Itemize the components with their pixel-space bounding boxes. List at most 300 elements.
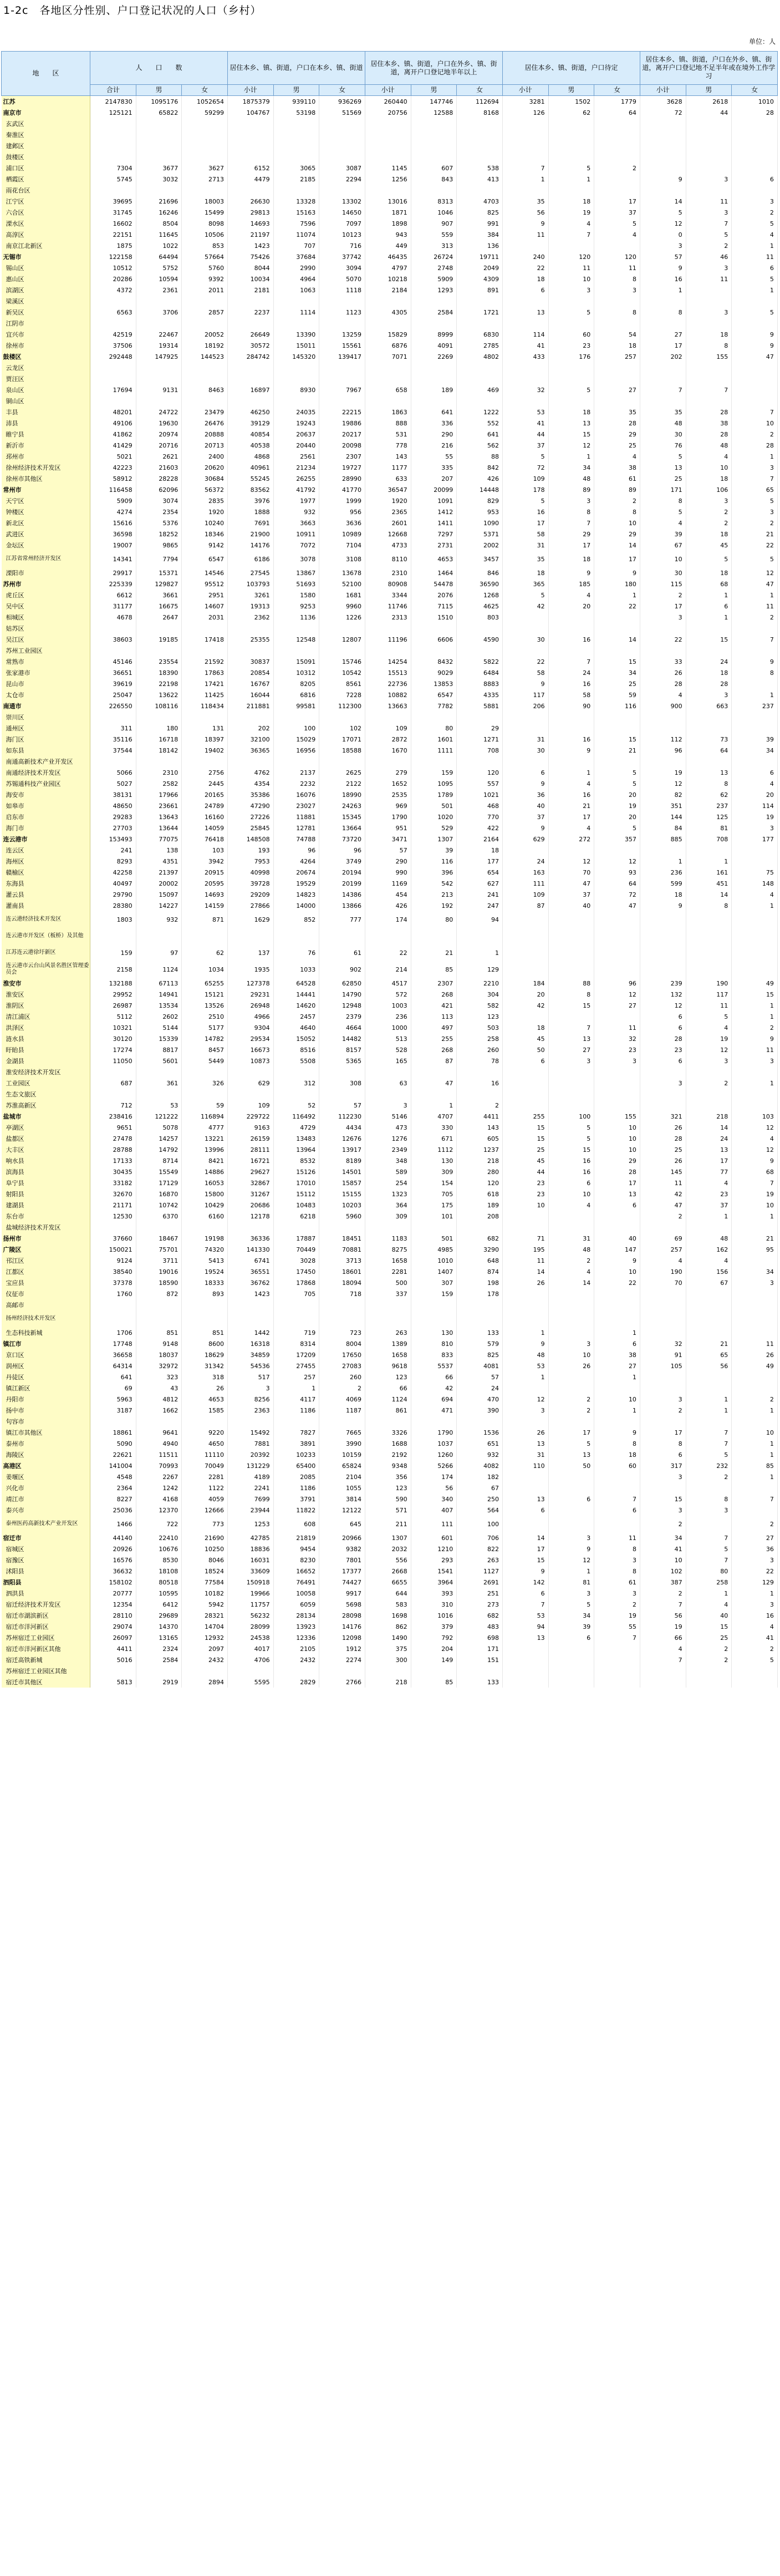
value-cell	[686, 1089, 732, 1100]
value-cell: 3791	[273, 1493, 319, 1505]
value-cell	[594, 756, 640, 767]
value-cell: 11	[732, 1338, 778, 1349]
value-cell: 45	[686, 540, 732, 551]
value-cell	[548, 1371, 594, 1383]
value-cell: 65255	[182, 978, 228, 989]
value-cell: 10203	[319, 1200, 365, 1211]
table-row	[2, 700, 778, 712]
value-cell	[90, 1066, 136, 1078]
value-cell: 2785	[457, 340, 503, 351]
value-cell: 49106	[90, 418, 136, 429]
value-cell	[182, 623, 228, 634]
value-cell: 13678	[319, 567, 365, 578]
value-cell	[319, 756, 365, 767]
table-row	[2, 1621, 778, 1632]
value-cell: 3713	[319, 1255, 365, 1266]
value-cell	[732, 1255, 778, 1266]
value-cell: 3	[548, 1055, 594, 1066]
value-cell: 5070	[319, 273, 365, 284]
value-cell: 28380	[90, 900, 136, 911]
table-row	[2, 1471, 778, 1482]
value-cell: 161	[686, 867, 732, 878]
value-cell: 12	[502, 1394, 548, 1405]
value-cell: 65822	[136, 107, 182, 118]
value-cell: 4653	[182, 1394, 228, 1405]
value-cell: 61	[594, 1577, 640, 1588]
value-cell: 19	[686, 1033, 732, 1044]
table-row	[2, 384, 778, 395]
value-cell: 7	[502, 1599, 548, 1610]
value-cell: 842	[457, 462, 503, 473]
value-cell: 309	[365, 1211, 411, 1222]
value-cell: 64	[594, 107, 640, 118]
value-cell: 154	[411, 1177, 457, 1188]
value-cell	[548, 1327, 594, 1338]
value-cell: 3627	[182, 162, 228, 174]
region-name-cell: 栖霞区	[2, 174, 90, 185]
value-cell: 1871	[365, 207, 411, 218]
value-cell: 531	[365, 429, 411, 440]
table-row	[2, 96, 778, 108]
value-cell: 9917	[319, 1588, 365, 1599]
value-cell	[640, 756, 686, 767]
value-cell: 5	[732, 307, 778, 318]
value-cell: 28	[640, 678, 686, 689]
value-cell: 31177	[90, 601, 136, 612]
value-cell: 18	[686, 473, 732, 484]
value-cell: 195	[502, 1244, 548, 1255]
value-cell: 356	[365, 1471, 411, 1482]
value-cell: 19	[732, 811, 778, 822]
value-cell: 48201	[90, 407, 136, 418]
value-cell: 18	[686, 667, 732, 678]
value-cell: 6	[502, 767, 548, 778]
value-cell: 1	[732, 590, 778, 601]
value-cell	[732, 318, 778, 329]
value-cell: 102	[640, 1566, 686, 1577]
value-cell: 2584	[411, 307, 457, 318]
value-cell: 77075	[136, 834, 182, 845]
value-cell	[686, 1310, 732, 1327]
value-cell: 8	[640, 495, 686, 506]
value-cell: 1	[732, 284, 778, 296]
value-cell: 1536	[457, 1427, 503, 1438]
value-cell: 77584	[182, 1577, 228, 1588]
value-cell: 13165	[136, 1632, 182, 1643]
value-cell: 7115	[411, 601, 457, 612]
value-cell	[594, 174, 640, 185]
value-cell: 165	[365, 1055, 411, 1066]
value-cell	[548, 1416, 594, 1427]
value-cell: 18	[594, 340, 640, 351]
value-cell	[548, 1643, 594, 1654]
value-cell: 206	[502, 700, 548, 712]
region-name-cell: 连云港市开发区（板桥）及其他	[2, 928, 90, 944]
value-cell	[90, 928, 136, 944]
value-cell: 1580	[273, 590, 319, 601]
value-cell: 1	[686, 1405, 732, 1416]
value-cell: 822	[457, 1543, 503, 1554]
value-cell: 225339	[90, 578, 136, 590]
value-cell: 2668	[365, 1566, 411, 1577]
value-cell: 12781	[273, 822, 319, 834]
value-cell: 4	[732, 229, 778, 240]
value-cell: 37660	[90, 1233, 136, 1244]
value-cell: 19	[640, 1621, 686, 1632]
value-cell	[502, 318, 548, 329]
value-cell: 2122	[319, 778, 365, 789]
value-cell	[319, 1089, 365, 1100]
value-cell: 4117	[273, 1394, 319, 1405]
value-cell: 66	[411, 1371, 457, 1383]
value-cell: 3471	[365, 834, 411, 845]
value-cell: 29283	[90, 811, 136, 822]
value-cell: 29	[594, 429, 640, 440]
value-cell: 8293	[90, 856, 136, 867]
value-cell: 3	[594, 1055, 640, 1066]
value-cell: 41429	[90, 440, 136, 451]
value-cell: 5	[502, 590, 548, 601]
value-cell: 1	[594, 590, 640, 601]
value-cell: 6	[502, 284, 548, 296]
value-cell	[319, 318, 365, 329]
value-cell: 13	[502, 307, 548, 318]
value-cell	[548, 151, 594, 162]
value-cell: 148508	[227, 834, 273, 845]
value-cell: 3	[732, 506, 778, 517]
value-cell: 2561	[273, 451, 319, 462]
value-cell	[136, 928, 182, 944]
value-cell: 9382	[319, 1543, 365, 1554]
value-cell	[640, 118, 686, 129]
value-cell	[640, 1089, 686, 1100]
value-cell: 47	[732, 578, 778, 590]
value-cell	[502, 240, 548, 251]
value-cell	[548, 1310, 594, 1327]
region-name-cell: 江苏省常州经济开发区	[2, 551, 90, 567]
value-cell	[273, 1066, 319, 1078]
value-cell: 1888	[227, 506, 273, 517]
value-cell: 16246	[136, 207, 182, 218]
table-row	[2, 1405, 778, 1416]
table-row	[2, 656, 778, 667]
table-row	[2, 811, 778, 822]
value-cell: 13853	[411, 678, 457, 689]
value-cell	[365, 928, 411, 944]
region-name-cell: 东海县	[2, 878, 90, 889]
table-row	[2, 262, 778, 273]
value-cell: 3663	[273, 517, 319, 529]
value-cell: 1	[640, 284, 686, 296]
value-cell: 9	[732, 1155, 778, 1166]
value-cell: 14693	[227, 218, 273, 229]
value-cell	[319, 1416, 365, 1427]
value-cell: 16	[457, 1078, 503, 1089]
value-cell	[686, 296, 732, 307]
value-cell	[548, 944, 594, 961]
value-cell: 4411	[90, 1643, 136, 1654]
value-cell: 19524	[182, 1266, 228, 1277]
value-cell: 4081	[457, 1360, 503, 1371]
region-name-cell: 溧阳市	[2, 567, 90, 578]
value-cell: 27	[548, 1044, 594, 1055]
value-cell: 4305	[365, 307, 411, 318]
value-cell: 3628	[640, 96, 686, 108]
value-cell: 2362	[227, 612, 273, 623]
value-cell	[548, 756, 594, 767]
value-cell: 25	[640, 473, 686, 484]
value-cell: 6	[594, 1338, 640, 1349]
value-cell: 180	[136, 723, 182, 734]
value-cell: 6	[502, 1055, 548, 1066]
value-cell: 71	[502, 1233, 548, 1244]
value-cell	[732, 1416, 778, 1427]
value-cell: 2	[732, 1643, 778, 1654]
value-cell	[227, 151, 273, 162]
value-cell: 193	[227, 845, 273, 856]
value-cell: 6	[502, 1588, 548, 1599]
value-cell: 8227	[90, 1493, 136, 1505]
value-cell: 20286	[90, 273, 136, 284]
value-cell: 15112	[273, 1188, 319, 1200]
value-cell: 180	[594, 578, 640, 590]
value-cell	[686, 645, 732, 656]
region-name-cell: 京口区	[2, 1349, 90, 1360]
value-cell: 11	[502, 229, 548, 240]
value-cell: 8044	[227, 262, 273, 273]
value-cell: 109	[502, 889, 548, 900]
value-cell: 13	[686, 1144, 732, 1155]
value-cell: 36	[732, 1543, 778, 1554]
value-cell: 2625	[319, 767, 365, 778]
value-cell: 19185	[136, 634, 182, 645]
value-cell: 24722	[136, 407, 182, 418]
value-cell: 22151	[90, 229, 136, 240]
value-cell: 722	[136, 1516, 182, 1532]
value-cell: 3749	[319, 856, 365, 867]
value-cell: 15	[502, 1122, 548, 1133]
value-cell: 40	[548, 900, 594, 911]
value-cell: 1	[594, 1405, 640, 1416]
value-cell: 601	[411, 1532, 457, 1543]
value-cell	[640, 1288, 686, 1299]
value-cell: 136	[457, 240, 503, 251]
value-cell	[502, 129, 548, 140]
value-cell	[686, 1416, 732, 1427]
value-cell: 175	[411, 1200, 457, 1211]
table-row	[2, 1632, 778, 1643]
value-cell: 103	[732, 1111, 778, 1122]
value-cell	[732, 1066, 778, 1078]
table-row	[2, 196, 778, 207]
value-cell: 1977	[273, 495, 319, 506]
sub-header: 男	[273, 85, 319, 96]
value-cell	[182, 712, 228, 723]
region-name-cell: 启东市	[2, 811, 90, 822]
value-cell: 18601	[319, 1266, 365, 1277]
value-cell: 6186	[227, 551, 273, 567]
value-cell: 96	[273, 845, 319, 856]
value-cell: 159	[90, 944, 136, 961]
value-cell	[594, 1676, 640, 1688]
value-cell: 18142	[136, 745, 182, 756]
value-cell: 2363	[227, 1405, 273, 1416]
value-cell: 10250	[182, 1543, 228, 1554]
value-cell	[365, 1066, 411, 1078]
value-cell	[502, 1643, 548, 1654]
value-cell: 483	[457, 1621, 503, 1632]
value-cell	[686, 284, 732, 296]
value-cell	[502, 944, 548, 961]
value-cell: 1	[732, 1588, 778, 1599]
region-name-cell: 亭湖区	[2, 1122, 90, 1133]
value-cell	[182, 1310, 228, 1327]
region-name-cell: 江都区	[2, 1266, 90, 1277]
value-cell: 31342	[182, 1360, 228, 1371]
value-cell: 13259	[319, 329, 365, 340]
value-cell: 19007	[90, 540, 136, 551]
value-cell: 3	[732, 1554, 778, 1566]
value-cell	[319, 395, 365, 407]
value-cell: 26	[502, 1277, 548, 1288]
value-cell: 111	[502, 878, 548, 889]
value-cell: 29689	[136, 1610, 182, 1621]
table-row	[2, 578, 778, 590]
value-cell: 1123	[319, 307, 365, 318]
value-cell: 13483	[273, 1133, 319, 1144]
value-cell: 103	[182, 845, 228, 856]
value-cell: 2281	[365, 1266, 411, 1277]
table-row	[2, 889, 778, 900]
value-cell	[548, 612, 594, 623]
region-name-cell: 淮安市	[2, 978, 90, 989]
table-row	[2, 778, 778, 789]
value-cell: 1	[411, 1100, 457, 1111]
region-name-cell: 太仓市	[2, 689, 90, 700]
value-cell	[594, 928, 640, 944]
value-cell	[732, 1371, 778, 1383]
value-cell: 17377	[319, 1566, 365, 1577]
value-cell	[182, 1416, 228, 1427]
region-name-cell: 宿城区	[2, 1543, 90, 1554]
value-cell: 16044	[227, 689, 273, 700]
value-cell: 27	[594, 384, 640, 395]
value-cell	[594, 296, 640, 307]
value-cell: 24263	[319, 800, 365, 811]
value-cell: 26	[502, 1427, 548, 1438]
table-row	[2, 1211, 778, 1222]
value-cell: 1	[732, 1211, 778, 1222]
value-cell: 10	[640, 1554, 686, 1566]
value-cell: 34859	[227, 1349, 273, 1360]
value-cell: 34	[732, 745, 778, 756]
table-row	[2, 1066, 778, 1078]
value-cell: 4335	[457, 689, 503, 700]
value-cell: 6563	[90, 307, 136, 318]
value-cell: 17	[594, 551, 640, 567]
value-cell	[502, 373, 548, 384]
value-cell: 36762	[227, 1277, 273, 1288]
value-cell: 47	[411, 1078, 457, 1089]
value-cell: 9348	[365, 1460, 411, 1471]
value-cell: 2	[686, 1471, 732, 1482]
value-cell: 1407	[411, 1266, 457, 1277]
value-cell: 14	[502, 1266, 548, 1277]
value-cell: 17748	[90, 1338, 136, 1349]
value-cell: 74320	[182, 1244, 228, 1255]
value-cell: 70449	[273, 1244, 319, 1255]
value-cell: 8	[640, 307, 686, 318]
value-cell: 1	[732, 1405, 778, 1416]
value-cell: 1095	[411, 778, 457, 789]
value-cell: 4	[686, 1255, 732, 1266]
value-cell: 3	[640, 1471, 686, 1482]
value-cell	[227, 362, 273, 373]
region-name-cell: 徐州市其他区	[2, 473, 90, 484]
value-cell: 19	[594, 800, 640, 811]
value-cell: 41862	[90, 429, 136, 440]
value-cell: 5960	[319, 1211, 365, 1222]
value-cell: 1237	[457, 1144, 503, 1155]
value-cell: 14546	[182, 567, 228, 578]
value-cell	[411, 645, 457, 656]
table-row	[2, 517, 778, 529]
value-cell	[686, 362, 732, 373]
value-cell: 37	[594, 207, 640, 218]
region-name-cell: 淮阴区	[2, 1000, 90, 1011]
value-cell: 17887	[273, 1233, 319, 1244]
value-cell: 21234	[273, 462, 319, 473]
value-cell	[594, 1100, 640, 1111]
value-cell	[136, 129, 182, 140]
value-cell: 9148	[136, 1338, 182, 1349]
value-cell: 18252	[136, 529, 182, 540]
value-cell: 1706	[90, 1327, 136, 1338]
value-cell: 141004	[90, 1460, 136, 1471]
value-cell: 4650	[182, 1438, 228, 1449]
value-cell: 125121	[90, 107, 136, 118]
value-cell: 687	[90, 1078, 136, 1089]
value-cell: 64	[686, 745, 732, 756]
value-cell: 21197	[227, 229, 273, 240]
value-cell: 8205	[273, 678, 319, 689]
value-cell: 38	[686, 418, 732, 429]
table-row	[2, 218, 778, 229]
value-cell	[136, 395, 182, 407]
value-cell: 9	[594, 1255, 640, 1266]
value-cell	[640, 362, 686, 373]
value-cell: 1037	[411, 1438, 457, 1449]
value-cell: 562	[457, 440, 503, 451]
value-cell: 46435	[365, 251, 411, 262]
value-cell: 5021	[90, 451, 136, 462]
value-cell	[182, 1089, 228, 1100]
value-cell: 27866	[227, 900, 273, 911]
value-cell: 8714	[136, 1155, 182, 1166]
value-cell	[548, 1471, 594, 1482]
value-cell	[182, 118, 228, 129]
value-cell	[502, 645, 548, 656]
value-cell: 1020	[411, 811, 457, 822]
value-cell: 39695	[90, 196, 136, 207]
value-cell	[365, 129, 411, 140]
region-name-cell: 宿迁市洋河新区	[2, 1621, 90, 1632]
region-name-cell: 海安市	[2, 789, 90, 800]
value-cell: 117	[686, 989, 732, 1000]
table-row	[2, 745, 778, 756]
value-cell: 148	[732, 878, 778, 889]
value-cell: 4168	[136, 1493, 182, 1505]
